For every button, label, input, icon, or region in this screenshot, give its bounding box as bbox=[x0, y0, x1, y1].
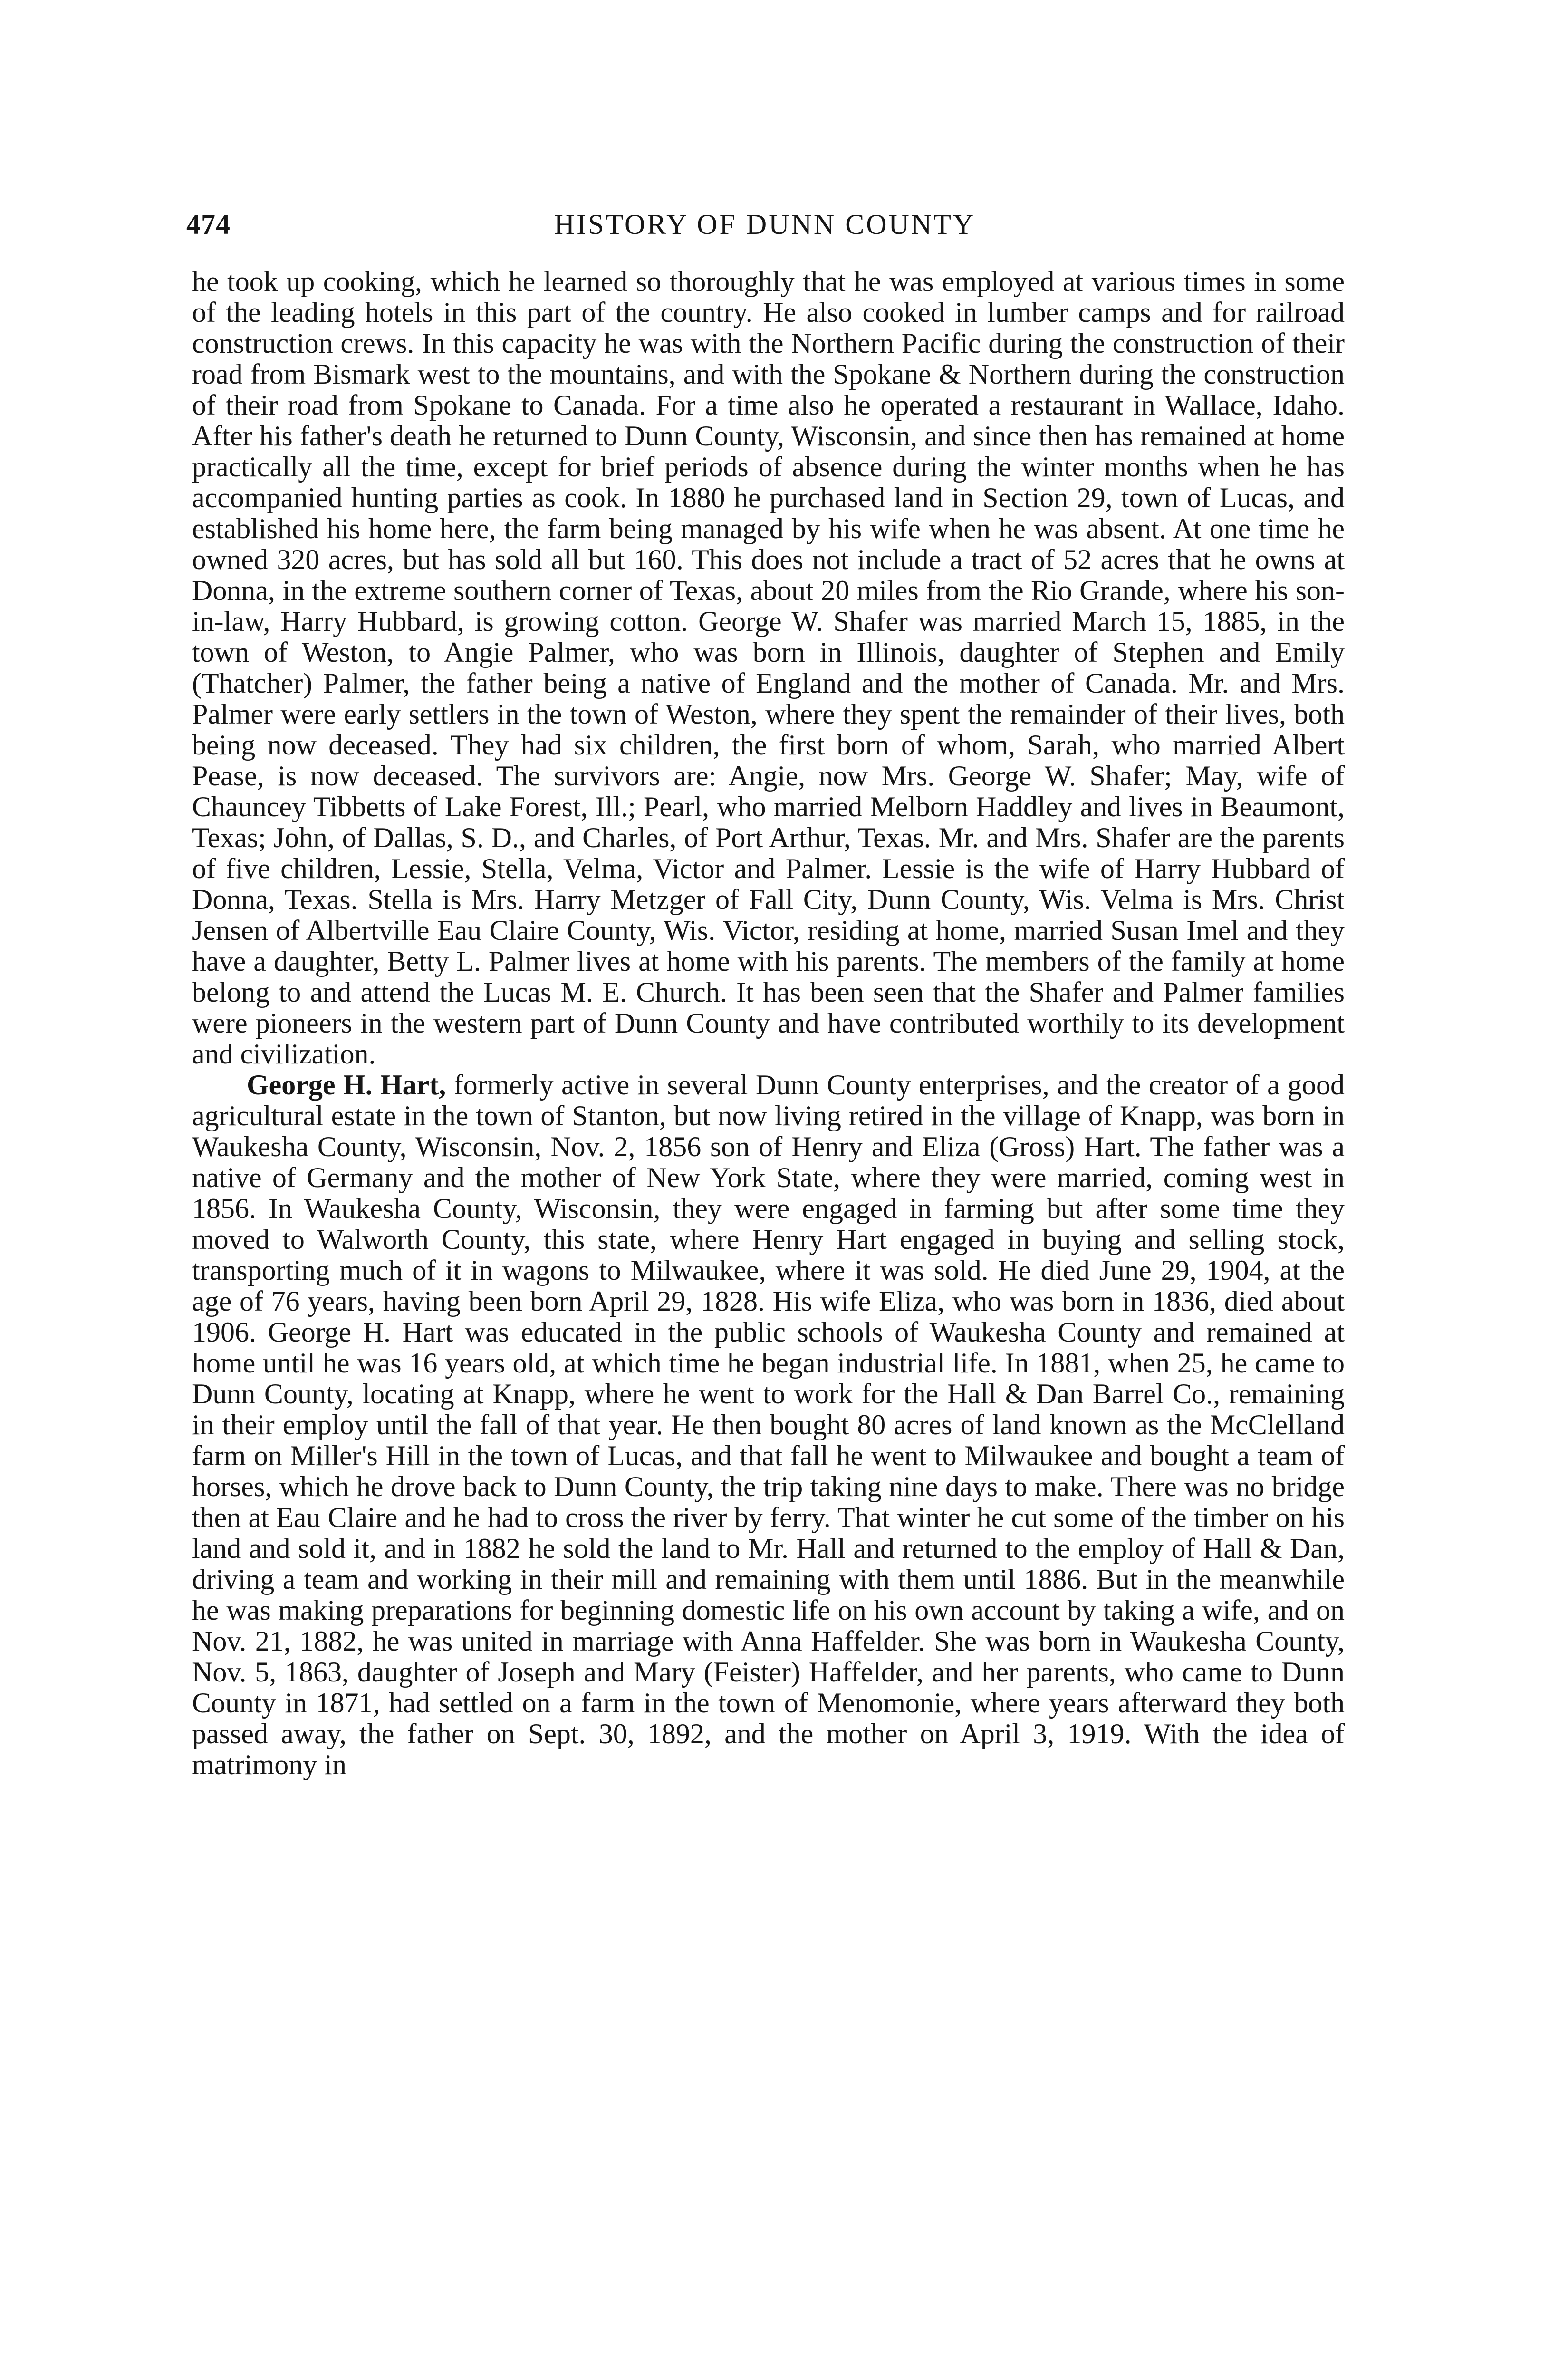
paragraph-shafer-continued bbox=[192, 266, 1345, 1070]
paragraph-george-h-hart bbox=[192, 1070, 1345, 1780]
running-head-title: HISTORY OF DUNN COUNTY bbox=[554, 209, 976, 240]
body-text bbox=[192, 266, 1345, 1780]
page-number: 474 bbox=[186, 209, 231, 240]
paragraph-text: formerly active in several Dunn County enterprises, and the creator of a good agricultural estate in the town of Stanton, but now living retired in the village of Knapp, was born in Waukesha County, Wisconsin, Nov. 2, 1856 son of Henry and Eliza (Gross) Hart. The father was a native of Germany and the mother of New York State, where they were married, coming west in 1856. In Waukesha County, Wisconsin, they were engaged in farming but after some time they moved to Walworth County, this state, where Henry Hart engaged in buying and selling stock, transporting much of it in wagons to Milwaukee, where it was sold. He died June 29, 1904, at the age of 76 years, having been born April 29, 1828. His wife Eliza, who was born in 1836, died about 1906. George H. Hart was educated in the public schools of Waukesha County and remained at home until he was 16 years old, at which time he began industrial life. In 1881, when 25, he came to Dunn County, locating at Knapp, where he went to work for the Hall & Dan Barrel Co., remaining in their employ until the fall of that year. He then bought 80 acres of land known as the McClelland farm on Miller's Hill in the town of Lucas, and that fall he went to Milwaukee and bought a team of horses, which he drove back to Dunn County, the trip taking nine days to make. There was no bridge then at Eau Claire and he had to cross the river by ferry. That winter he cut some of the timber on his land and sold it, and in 1882 he sold the land to Mr. Hall and returned to the employ of Hall & Dan, driving a team and working in their mill and remaining with them until 1886. But in the meanwhile he was making preparations for beginning domestic life on his own account by taking a wife, and on Nov. 21, 1882, he was united in marriage with Anna Haffelder. She was born in Waukesha County, Nov. 5, 1863, daughter of Joseph and Mary (Feister) Haffelder, and her parents, who came to Dunn County in 1871, had settled on a farm in the town of Menomonie, where years afterward they both passed away, the father on Sept. 30, 1892, and the mother on April 3, 1919. With the idea of matrimony in bbox=[192, 1069, 1345, 1780]
paragraph-text: he took up cooking, which he learned so thoroughly that he was employed at various times in some of the leading hotels in this part of the country. He also cooked in lumber camps and for railroad construction crews. In this capacity he was with the Northern Pacific during the construction of their road from Bismark west to the mountains, and with the Spokane & Northern during the construction of their road from Spokane to Canada. For a time also he operated a restaurant in Wallace, Idaho. After his father's death he returned to Dunn County, Wisconsin, and since then has remained at home practically all the time, except for brief periods of absence during the winter months when he has accompanied hunting parties as cook. In 1880 he purchased land in Section 29, town of Lucas, and established his home here, the farm being managed by his wife when he was absent. At one time he owned 320 acres, but has sold all but 160. This does not include a tract of 52 acres that he owns at Donna, in the extreme southern corner of Texas, about 20 miles from the Rio Grande, where his son-in-law, Harry Hubbard, is growing cotton. George W. Shafer was married March 15, 1885, in the town of Weston, to Angie Palmer, who was born in Illinois, daughter of Stephen and Emily (Thatcher) Palmer, the father being a native of England and the mother of Canada. Mr. and Mrs. Palmer were early settlers in the town of Weston, where they spent the remainder of their lives, both being now deceased. They had six children, the first born of whom, Sarah, who married Albert Pease, is now deceased. The survivors are: Angie, now Mrs. George W. Shafer; May, wife of Chauncey Tibbetts of Lake Forest, Ill.; Pearl, who married Melborn Haddley and lives in Beaumont, Texas; John, of Dallas, S. D., and Charles, of Port Arthur, Texas. Mr. and Mrs. Shafer are the parents of five children, Lessie, Stella, Velma, Victor and Palmer. Lessie is the wife of Harry Hubbard of Donna, Texas. Stella is Mrs. Harry Metzger of Fall City, Dunn County, Wis. Velma is Mrs. Christ Jensen of Albertville Eau Claire County, Wis. Victor, residing at home, married Susan Imel and they have a daughter, Betty L. Palmer lives at home with his parents. The members of the family at home belong to and attend the Lucas M. E. Church. It has been seen that the Shafer and Palmer families were pioneers in the western part of Dunn County and have contributed worthily to its development and civilization. bbox=[192, 266, 1345, 1070]
page-header bbox=[186, 208, 1343, 251]
biography-name: George H. Hart, bbox=[247, 1069, 446, 1101]
